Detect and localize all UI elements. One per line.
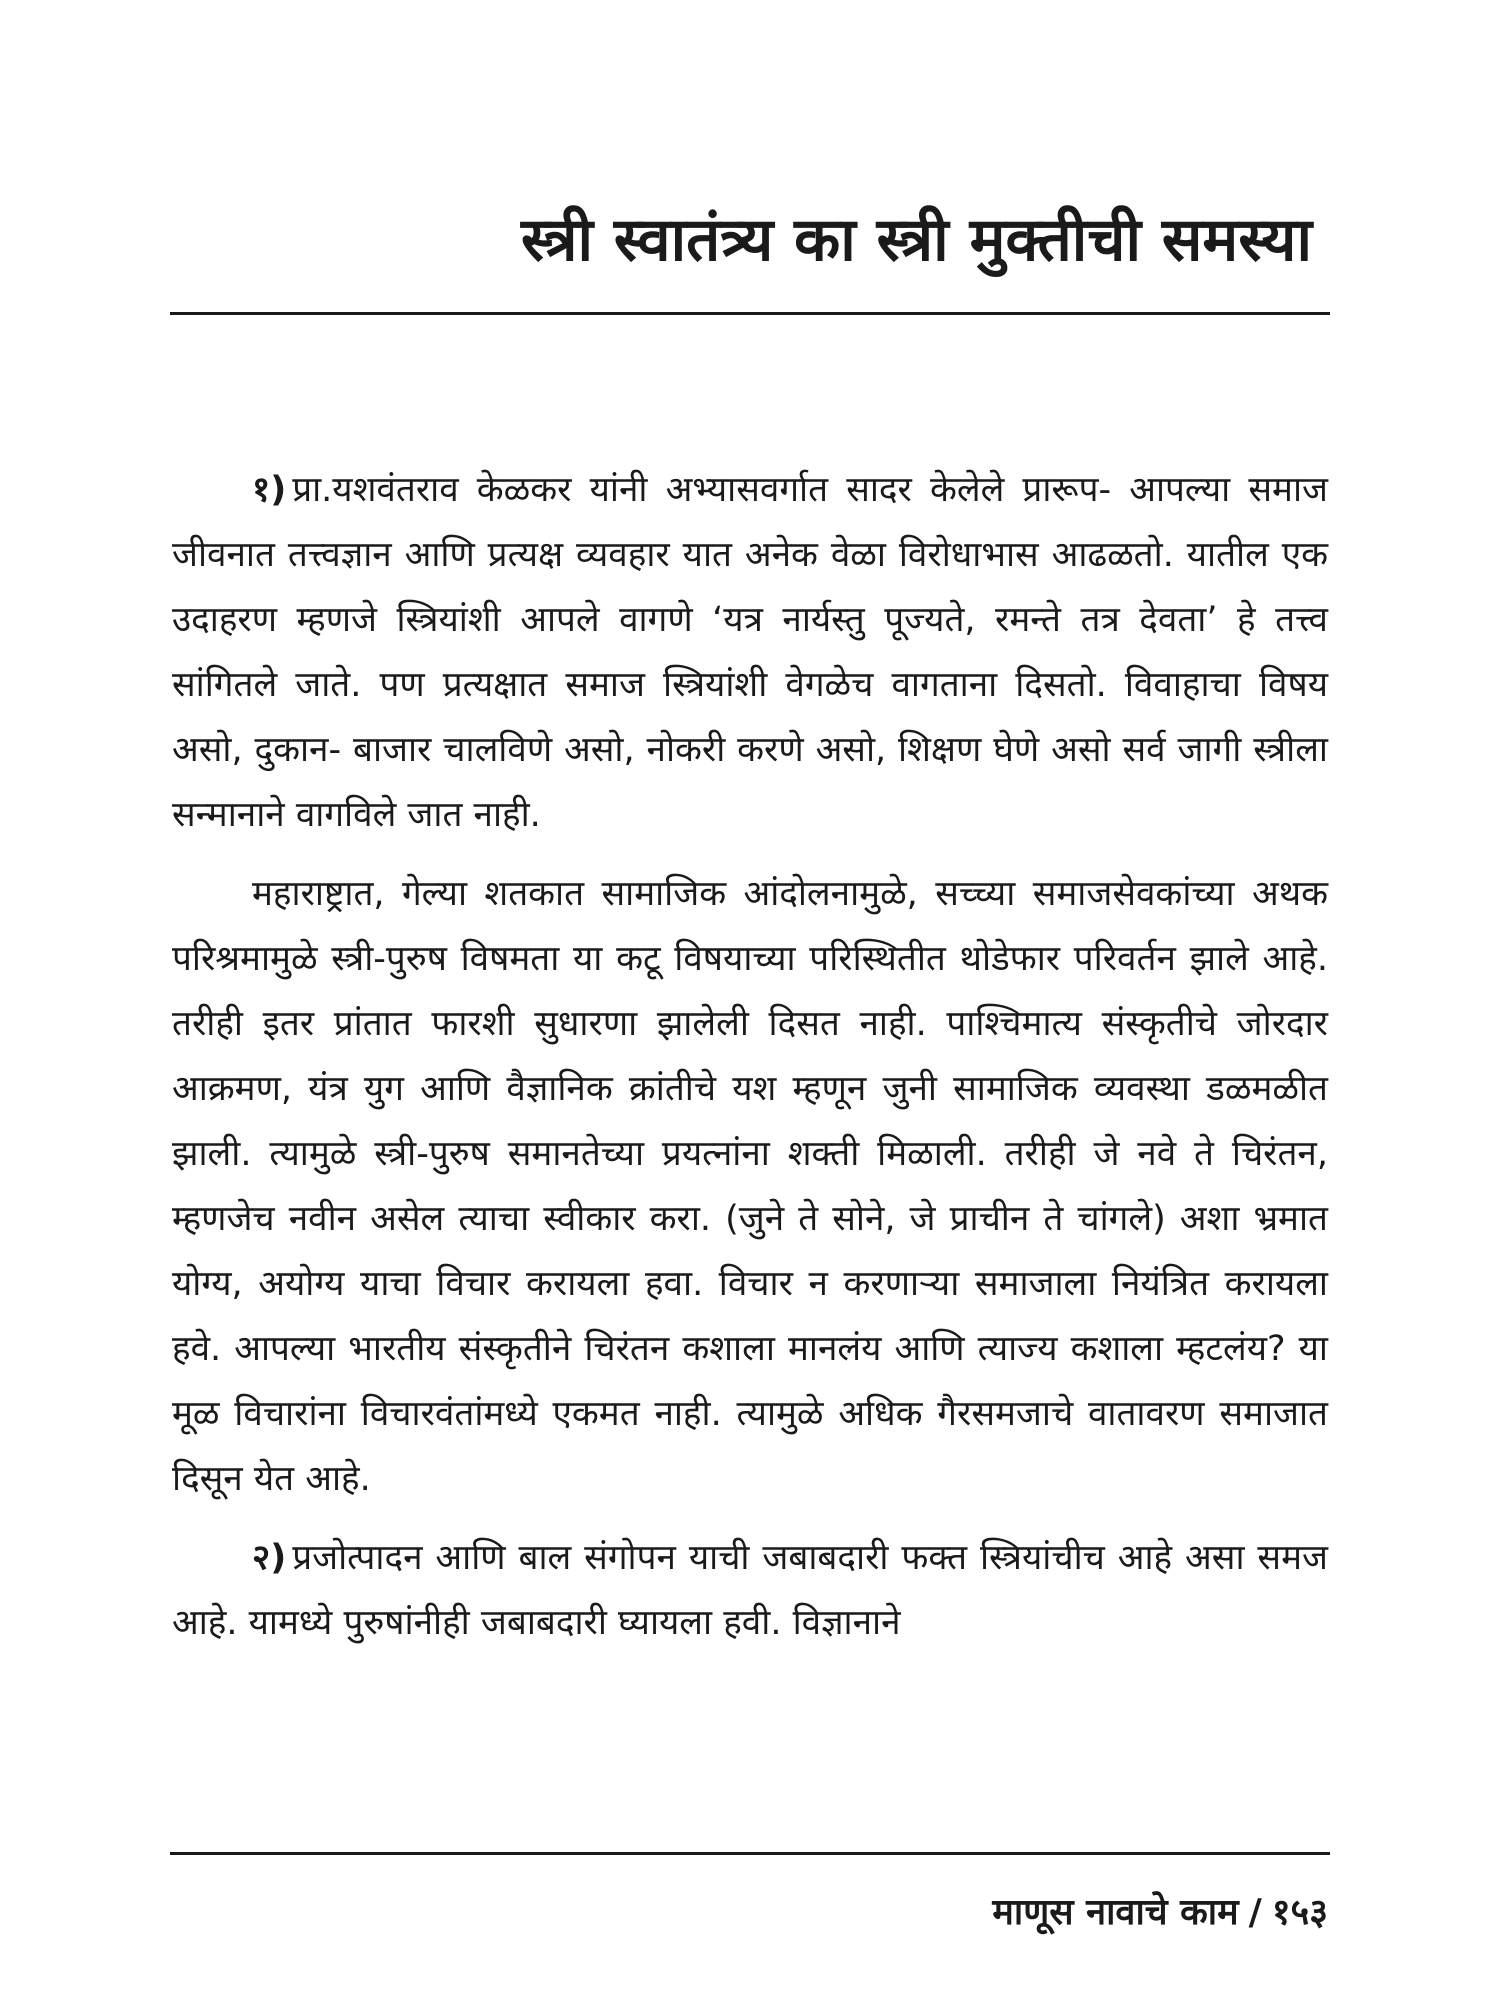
paragraph-text: प्रजोत्पादन आणि बाल संगोपन याची जबाबदारी फक्त स्त्रियांचीच आहे असा समज आहे. यामध्ये पुरुषांनीही जबाबदारी घ्यायला हवी. विज्ञानाने <box>172 1538 1328 1643</box>
chapter-title: स्त्री स्वातंत्र्य का स्त्री मुक्तीची समस्या <box>521 205 1312 275</box>
body-text <box>172 458 1328 1670</box>
paragraph-number: २) <box>252 1538 287 1578</box>
paragraph-text: प्रा.यशवंतराव केळकर यांनी अभ्यासवर्गात सादर केलेले प्रारूप- आपल्या समाज जीवनात तत्त्वज्ञान आणि प्रत्यक्ष व्यवहार यात अनेक वेळा विरोधाभास आढळतो. यातील एक उदाहरण म्हणजे स्त्रियांशी आपले वागणे ‘यत्र नार्यस्तु पूज्यते, रमन्ते तत्र देवता’ हे तत्त्व सांगितले जाते. पण प्रत्यक्षात समाज स्त्रियांशी वेगळेच वागताना दिसतो. विवाहाचा विषय असो, दुकान- बाजार चालविणे असो, नोकरी करणे असो, शिक्षण घेणे असो सर्व जागी स्त्रीला सन्मानाने वागविले जात नाही. <box>172 470 1328 835</box>
paragraph-3 <box>172 1526 1328 1656</box>
paragraph-1 <box>172 458 1328 848</box>
footer-divider <box>170 1852 1330 1855</box>
footer-separator: / <box>1248 1892 1262 1933</box>
header-divider <box>170 312 1330 315</box>
paragraph-text: महाराष्ट्रात, गेल्या शतकात सामाजिक आंदोलनामुळे, सच्च्या समाजसेवकांच्या अथक परिश्रमामुळे स्त्री-पुरुष विषमता या कटू विषयाच्या परिस्थितीत थोडेफार परिवर्तन झाले आहे. तरीही इतर प्रांतात फारशी सुधारणा झालेली दिसत नाही. पाश्चिमात्य संस्कृतीचे जोरदार आक्रमण, यंत्र युग आणि वैज्ञानिक क्रांतीचे यश म्हणून जुनी सामाजिक व्यवस्था डळमळीत झाली. त्यामुळे स्त्री-पुरुष समानतेच्या प्रयत्नांना शक्ती मिळाली. तरीही जे नवे ते चिरंतन, म्हणजेच नवीन असेल त्याचा स्वीकार करा. (जुने ते सोने, जे प्राचीन ते चांगले) अशा भ्रमात योग्य, अयोग्य याचा विचार करायला हवा. विचार न करणाऱ्या समाजाला नियंत्रित करायला हवे. आपल्या भारतीय संस्कृतीने चिरंतन कशाला मानलंय आणि त्याज्य कशाला म्हटलंय? या मूळ विचारांना विचारवंतांमध्ये एकमत नाही. त्यामुळे अधिक गैरसमजाचे वातावरण समाजात दिसून येत आहे. <box>172 874 1328 1499</box>
footer-book-title: माणूस नावाचे काम <box>992 1892 1239 1933</box>
page-number: १५३ <box>1271 1892 1328 1933</box>
paragraph-2 <box>172 862 1328 1512</box>
paragraph-number: १) <box>252 470 287 510</box>
running-footer <box>992 1888 1328 1938</box>
